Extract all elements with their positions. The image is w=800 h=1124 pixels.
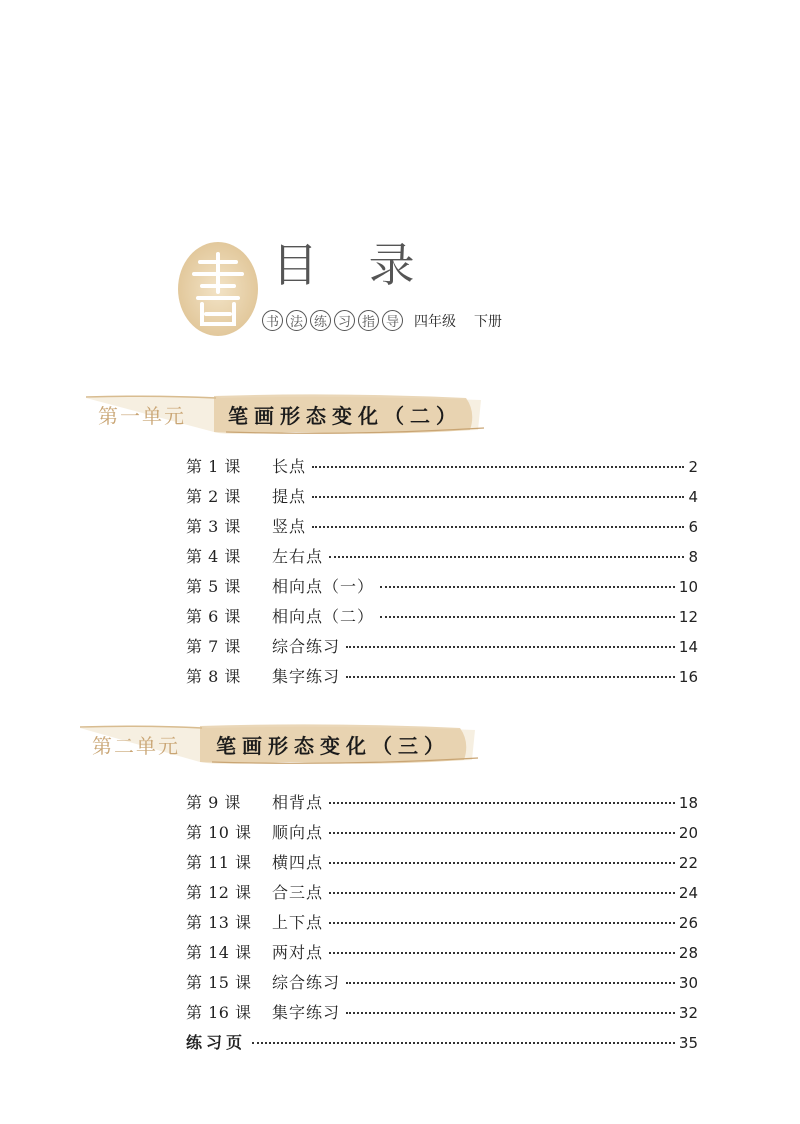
toc-row[interactable] (186, 910, 698, 940)
lesson-title: 综合练习 (272, 637, 341, 656)
page-number: 24 (678, 884, 698, 902)
lesson-title: 集字练习 (272, 1003, 341, 1022)
series-char: 法 (286, 310, 307, 331)
dot-leader (329, 832, 675, 834)
lesson-number: 第 7 课 (186, 637, 241, 656)
lesson-number: 第 2 课 (186, 487, 241, 506)
dot-leader (312, 466, 684, 468)
page-number: 28 (678, 944, 698, 962)
page-number: 22 (678, 854, 698, 872)
unit-label: 第一单元 (98, 404, 186, 428)
lesson-number: 第 12 课 (186, 883, 252, 902)
toc-row-practice[interactable] (186, 1030, 698, 1060)
dot-leader (252, 1042, 675, 1044)
series-char: 书 (262, 310, 283, 331)
unit-title: 笔画形态变化（二） (228, 404, 462, 428)
toc-row[interactable] (186, 574, 698, 604)
lesson-title: 两对点 (272, 943, 324, 962)
unit-label: 第二单元 (92, 734, 180, 758)
toc-row[interactable] (186, 454, 698, 484)
series-char: 指 (358, 310, 379, 331)
dot-leader (329, 922, 675, 924)
lesson-number: 第 9 课 (186, 793, 241, 812)
toc-row[interactable] (186, 484, 698, 514)
page-number: 12 (678, 608, 698, 626)
lesson-number: 第 14 课 (186, 943, 252, 962)
lesson-number: 第 3 课 (186, 517, 241, 536)
lesson-title: 相向点（一） (272, 577, 375, 596)
dot-leader (346, 982, 675, 984)
lesson-number: 第 4 课 (186, 547, 241, 566)
lesson-title: 集字练习 (272, 667, 341, 686)
toc-row[interactable] (186, 850, 698, 880)
page-number: 32 (678, 1004, 698, 1022)
toc-row[interactable] (186, 604, 698, 634)
lesson-title: 合三点 (272, 883, 324, 902)
lesson-title: 上下点 (272, 913, 324, 932)
series-char: 练 (310, 310, 331, 331)
toc-row[interactable] (186, 940, 698, 970)
unit-1-lesson-list (186, 454, 698, 694)
toc-row[interactable] (186, 1000, 698, 1030)
page-number: 35 (678, 1034, 698, 1052)
lesson-number: 第 1 课 (186, 457, 241, 476)
lesson-title: 顺向点 (272, 823, 324, 842)
lesson-number: 第 8 课 (186, 667, 241, 686)
dot-leader (380, 586, 675, 588)
practice-title: 练习页 (186, 1033, 247, 1052)
page-title: 目 录 (272, 238, 433, 292)
lesson-title: 左右点 (272, 547, 324, 566)
page-number: 4 (688, 488, 698, 506)
page-number: 8 (688, 548, 698, 566)
toc-row[interactable] (186, 880, 698, 910)
dot-leader (329, 802, 675, 804)
lesson-number: 第 10 课 (186, 823, 252, 842)
series-subtitle (262, 310, 502, 331)
toc-row[interactable] (186, 514, 698, 544)
lesson-title: 提点 (272, 487, 307, 506)
page-number: 14 (678, 638, 698, 656)
page-number: 30 (678, 974, 698, 992)
toc-row[interactable] (186, 820, 698, 850)
unit-banner-1 (86, 392, 486, 438)
toc-row[interactable] (186, 790, 698, 820)
toc-row[interactable] (186, 664, 698, 694)
lesson-number: 第 11 课 (186, 853, 252, 872)
series-char: 习 (334, 310, 355, 331)
unit-title: 笔画形态变化（三） (216, 734, 450, 758)
lesson-number: 第 6 课 (186, 607, 241, 626)
dot-leader (346, 1012, 675, 1014)
unit-banner-2 (80, 722, 480, 768)
dot-leader (312, 496, 684, 498)
page-number: 26 (678, 914, 698, 932)
toc-row[interactable] (186, 634, 698, 664)
series-char: 导 (382, 310, 403, 331)
lesson-number: 第 13 课 (186, 913, 252, 932)
volume-label: 下册 (474, 313, 502, 330)
toc-row[interactable] (186, 544, 698, 574)
page-number: 6 (688, 518, 698, 536)
dot-leader (329, 892, 675, 894)
dot-leader (329, 556, 684, 558)
page-number: 20 (678, 824, 698, 842)
page-number: 10 (678, 578, 698, 596)
lesson-title: 相背点 (272, 793, 324, 812)
lesson-title: 横四点 (272, 853, 324, 872)
page-number: 18 (678, 794, 698, 812)
unit-2-lesson-list (186, 790, 698, 1060)
dot-leader (346, 646, 675, 648)
lesson-title: 长点 (272, 457, 307, 476)
dot-leader (329, 862, 675, 864)
lesson-title: 竖点 (272, 517, 307, 536)
lesson-number: 第 5 课 (186, 577, 241, 596)
page-number: 2 (688, 458, 698, 476)
dot-leader (380, 616, 675, 618)
grade-label: 四年级 (414, 313, 456, 330)
lesson-title: 综合练习 (272, 973, 341, 992)
dot-leader (329, 952, 675, 954)
dot-leader (312, 526, 684, 528)
dot-leader (346, 676, 675, 678)
calligraphy-seal-icon (176, 240, 260, 338)
lesson-number: 第 16 课 (186, 1003, 252, 1022)
page-number: 16 (678, 668, 698, 686)
lesson-title: 相向点（二） (272, 607, 375, 626)
lesson-number: 第 15 课 (186, 973, 252, 992)
toc-row[interactable] (186, 970, 698, 1000)
